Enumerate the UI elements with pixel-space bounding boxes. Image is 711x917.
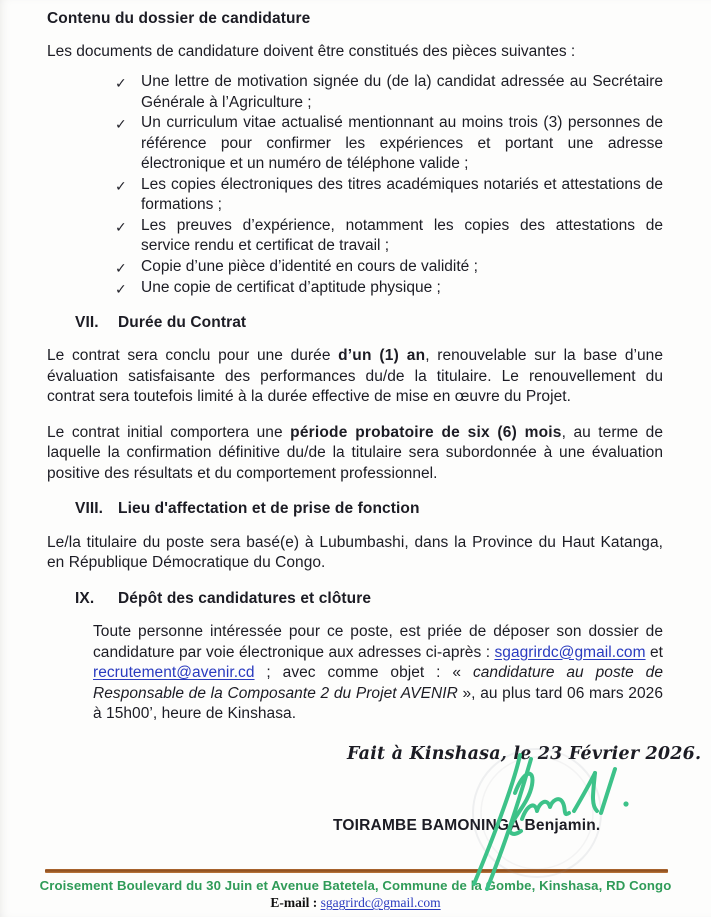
checklist-item-text: Copie d’une pièce d’identité en cours de validité ; [141,257,478,275]
section-title: Durée du Contrat [118,313,247,331]
footer-email-line [0,894,711,912]
checklist-item-text: Une lettre de motivation signée du (de la) candidat adressée au Secrétaire Générale à l’Agriculture ; [141,73,663,111]
paragraph-contract-duration-1 [47,346,663,408]
email-link-recrutement[interactable]: recrutement@avenir.cd [93,664,255,681]
checkmark-icon: ✓ [115,218,127,235]
section-number: VIII. [75,500,104,517]
signatory-name: TOIRAMBE BAMONINGA Benjamin. [333,817,601,834]
paragraph-text: , renouvelable sur la base d’une évaluation satisfaisante des performances du/de la titulaire. Le renouvellement du contrat sera toutefois limité à la durée effective de mise en œuvre du Projet. [47,347,663,405]
requirements-checklist [115,72,663,300]
section-number: IX. [75,589,95,607]
paragraph-application [93,622,663,725]
footer-address: Croisement Boulevard du 30 Juin et Avenue Batetela, Commune de la Gombe, Kinshasa, RD Congo [39,878,672,893]
section-heading-location [75,499,663,520]
paragraph-text: et [645,643,663,661]
footer-email-label: E-mail : [270,895,318,910]
bold-probation: période probatoire de six (6) mois [290,423,562,441]
stamp-inner-circle [481,757,593,869]
date-line: Fait à Kinshasa, le 23 Février 2026. [347,743,702,764]
checklist-item-text: Un curriculum vitae actualisé mentionnant au moins trois (3) personnes de référence pour confirmer les expériences et portant une adresse électronique et un numéro de téléphone valide ; [141,114,663,172]
signature-block [47,743,702,837]
paragraph-text: Toute personne intéressée pour ce poste, est priée de déposer son dossier de candidature par voie électronique aux adresses ci-après : [93,623,663,661]
section-title: Lieu d'affectation et de prise de fonction [118,500,420,517]
section-number: VII. [75,313,99,331]
stamp-circle [473,749,601,877]
checkmark-icon: ✓ [115,116,127,132]
footer-email-link[interactable]: sgagrirdc@gmail.com [320,895,441,910]
checklist-item [115,175,663,216]
subject-line-italic: candidature au poste de Responsable de la Composante 2 du Projet AVENIR [93,664,663,702]
section-title: Dépôt des candidatures et clôture [118,589,372,607]
paragraph-text: ; avec comme objet : « [254,664,473,681]
checklist-item [115,257,663,279]
checklist-item [115,113,663,175]
paragraph-text: Le contrat initial comportera une [47,423,291,441]
section-heading-contract-duration [75,313,663,334]
paragraph-text: », au plus tard 06 mars 2026 à 15h00’, heure de Kinshasa. [93,684,663,722]
checklist-item [115,278,663,300]
checkmark-icon: ✓ [115,281,127,297]
email-link-sgagrirdc[interactable]: sgagrirdc@gmail.com [494,643,646,661]
footer-rule [45,869,668,873]
checklist-item [115,216,663,257]
bold-duration: d’un (1) an [338,347,426,364]
page-title: Contenu du dossier de candidature [47,10,311,27]
checklist-item-text: Les preuves d’expérience, notamment les copies des attestations de service rendu et certificat de travail ; [141,216,663,254]
checklist-item-text: Une copie de certificat d’aptitude physique ; [141,279,441,296]
checklist-item-text: Les copies électroniques des titres académiques notariés et attestations de formations ; [141,175,663,213]
paragraph-text: Le contrat sera conclu pour une durée [47,347,339,364]
paragraph-contract-duration-2 [47,423,663,485]
page-footer [0,869,711,917]
intro-paragraph: Les documents de candidature doivent être constitués des pièces suivantes : [47,42,576,60]
section-heading-application [75,589,663,610]
paragraph-text: , au terme de laquelle la confirmation définitive du/de la titulaire sera subordonnée à une évaluation positive des résultats et du comportement professionnel. [47,423,664,482]
checkmark-icon: ✓ [115,75,127,91]
paragraph-location: Le/la titulaire du poste sera basé(e) à Lubumbashi, dans la Province du Haut Katanga, en République Démocratique du Congo. [47,533,663,571]
checkmark-icon: ✓ [115,177,127,194]
checklist-item [115,72,663,113]
checkmark-icon: ✓ [115,259,127,276]
signature-dot [623,801,628,806]
